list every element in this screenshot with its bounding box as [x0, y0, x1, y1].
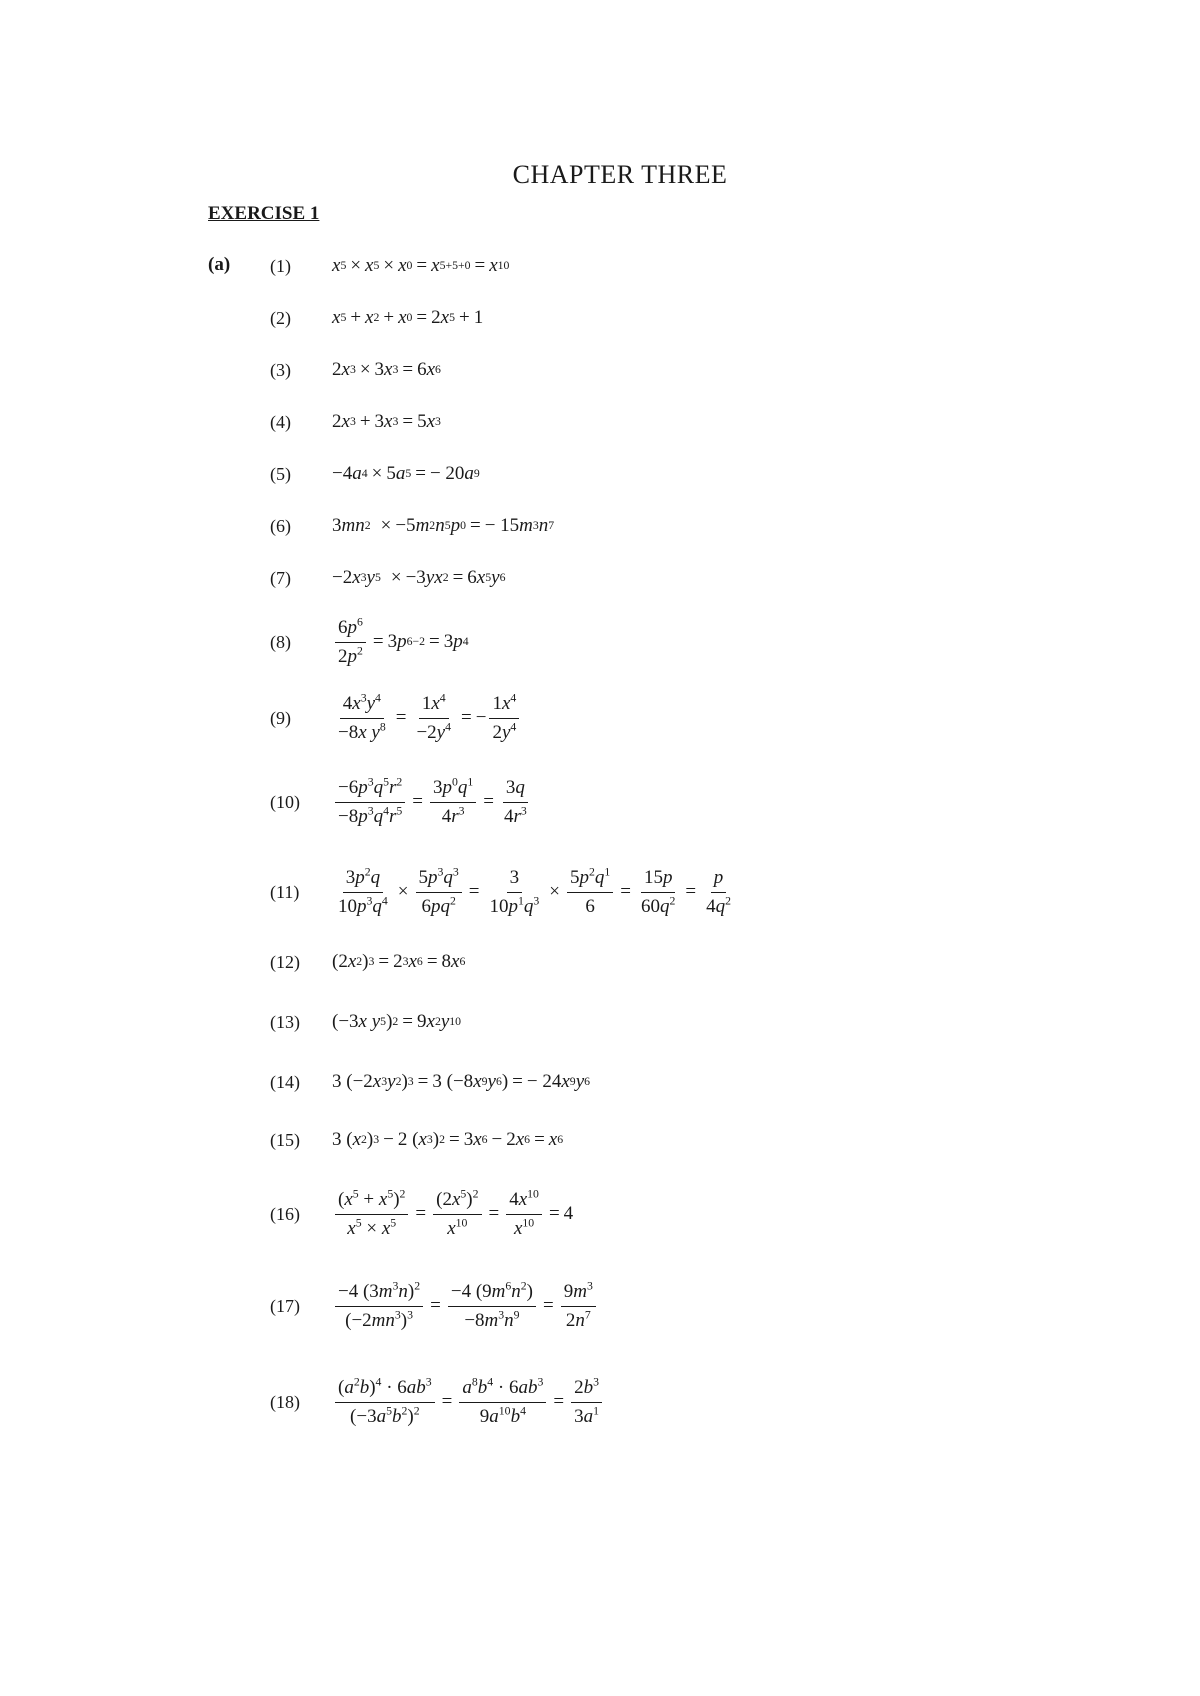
item-number: (18)	[270, 1391, 300, 1412]
exercise-item-6	[270, 496, 910, 556]
chapter-title: CHAPTER THREE	[512, 160, 728, 189]
exercise-item-15	[270, 1110, 910, 1170]
exercise-item-13	[270, 992, 910, 1052]
item-number: (10)	[270, 791, 300, 812]
exercise-item-3	[270, 340, 910, 400]
exercise-heading: EXERCISE 1	[208, 203, 320, 224]
part-label: (a)	[208, 254, 231, 275]
equation: (2 x 2 ) 3 = 2 3 x 6 = 8 x 6	[332, 951, 466, 972]
exercise-item-9	[270, 688, 910, 748]
exercise-item-1	[270, 236, 910, 296]
equation: 2 x 3 × 3 x 3 = 6 x 6	[332, 359, 441, 380]
exercise-item-11	[270, 862, 1030, 922]
item-number: (4)	[270, 411, 291, 432]
equation: $\frac{-4 (3m^3n)^2}{(-2mn^3)^3}$ = $\frac{-4 (9m^6n^2)}{-8m^3n^9}$ = $\frac{9m^3}{2n^7}$	[332, 1280, 599, 1333]
item-number: (12)	[270, 951, 300, 972]
item-number: (13)	[270, 1011, 300, 1032]
exercise-item-18	[270, 1372, 910, 1432]
item-number: (16)	[270, 1203, 300, 1224]
exercise-item-7	[270, 548, 910, 608]
item-number: (6)	[270, 515, 291, 536]
equation: x 5 + x 2 + x 0 = 2 x 5 + 1	[332, 307, 484, 328]
item-number: (15)	[270, 1129, 300, 1150]
equation: x 5 × x 5 × x 0 = x 5+5+0 = x 10	[332, 255, 510, 276]
equation: 3 ( x 2 ) 3 − 2 ( x 3 ) 2 = 3 x 6 − 2 x 6 = x 6	[332, 1129, 564, 1150]
equation: $\frac{6p^6}{2p^2}$ = 3 p 6−2 = 3 p 4	[332, 616, 469, 669]
equation: $\frac{3p^2q}{10p^3q^4}$ × $\frac{5p^3q^3}{6pq^2}$ = $\frac{3}{10p^1q^3}$ × $\frac{5p^2q^1}{6}$ = $\frac{15p}{60q^2}$ = $\frac{p}{4q^2}$	[338, 865, 731, 917]
equation: $\frac{(a^2b)^4 \cdot 6ab^3}{(-3a^5b^2)^2}$ = $\frac{a^8b^4 \cdot 6ab^3}{9a^{10}b^4}$ = $\frac{2b^3}{3a^1}$	[332, 1376, 605, 1429]
item-number: (9)	[270, 707, 291, 728]
exercise-item-10	[270, 772, 910, 832]
exercise-item-5	[270, 444, 910, 504]
item-number: (1)	[270, 255, 291, 276]
exercise-item-16	[270, 1184, 910, 1244]
item-number: (17)	[270, 1295, 300, 1316]
equation: −2 x 3 y 5 × −3 yx 2 = 6 x 5 y 6	[332, 567, 506, 588]
equation: −4 a 4 × 5 a 5 = − 20 a 9	[332, 463, 480, 484]
exercise-item-17	[270, 1276, 910, 1336]
exercise-item-8	[270, 612, 910, 672]
equation: 3 mn 2 × −5 m 2 n 5 p 0 = − 15 m 3 n 7	[332, 515, 555, 536]
exercise-item-14	[270, 1052, 910, 1112]
item-number: (11)	[270, 881, 300, 902]
equation: 3 (−2 x 3 y 2 ) 3 = 3 (−8 x 9 y 6 ) = − 24 x 9 y 6	[332, 1071, 591, 1092]
equation: $\frac{4x^3y^4}{-8x y^8}$ = $\frac{1x^4}{-2y^4}$ = − $\frac{1x^4}{2y^4}$	[332, 692, 522, 745]
item-number: (2)	[270, 307, 291, 328]
item-number: (7)	[270, 567, 291, 588]
equation: (−3 x y 5 ) 2 = 9 x 2 y 10	[332, 1011, 462, 1032]
equation: 2 x 3 + 3 x 3 = 5 x 3	[332, 411, 441, 432]
exercise-item-12	[270, 932, 910, 992]
item-number: (3)	[270, 359, 291, 380]
item-number: (8)	[270, 631, 291, 652]
exercise-item-4	[270, 392, 910, 452]
item-number: (5)	[270, 463, 291, 484]
equation: $\frac{-6p^3q^5r^2}{-8p^3q^4r^5}$ = $\frac{3p^0q^1}{4r^3}$ = $\frac{3q}{4r^3}$	[332, 776, 533, 829]
exercise-item-2	[270, 288, 910, 348]
item-number: (14)	[270, 1071, 300, 1092]
equation: $\frac{(x^5 + x^5)^2}{x^5 \times x^5}$ = $\frac{(2x^5)^2}{x^{10}}$ = $\frac{4x^{10}}{x^{10}}$ = 4	[332, 1188, 573, 1241]
